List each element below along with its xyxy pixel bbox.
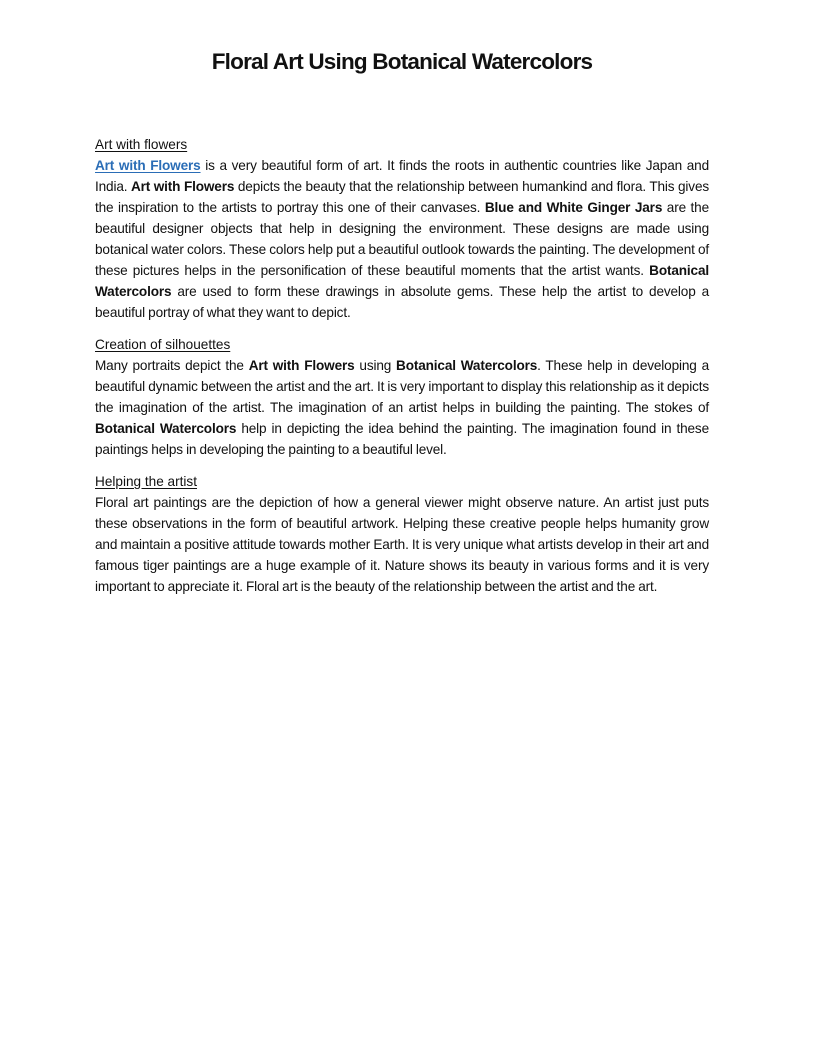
text-run: are used to form these drawings in absolute gems. These help the artist to develop a beautiful portray of what they want to depict. [95, 284, 709, 320]
section-helping-the-artist [95, 471, 709, 597]
bold-term: Botanical Watercolors [95, 421, 237, 436]
text-run: help in depicting the idea behind the painting. The imagination found in these paintings helps in developing the painting to a beautiful level. [95, 421, 709, 457]
section-heading: Art with flowers [95, 137, 188, 152]
document-body [95, 134, 709, 608]
bold-term: Blue and White Ginger Jars [484, 200, 663, 215]
section-heading: Helping the artist [95, 474, 198, 489]
section-heading: Creation of silhouettes [95, 337, 231, 352]
bold-term: Art with Flowers [248, 358, 355, 373]
section-art-with-flowers [95, 134, 709, 323]
section-paragraph [95, 155, 709, 323]
text-run: . These help in developing a beautiful dynamic between the artist and the art. It is very important to display this relationship as it depicts the imagination of the artist. The imagination of an artist helps in building the painting. The stokes of [95, 358, 709, 415]
page-title: Floral Art Using Botanical Watercolors [211, 49, 593, 74]
art-with-flowers-link[interactable]: Art with Flowers [95, 158, 201, 173]
text-run: is a very beautiful form of art. It finds the roots in authentic countries like Japan and India. [95, 158, 709, 194]
section-creation-of-silhouettes [95, 334, 709, 460]
text-run: are the beautiful designer objects that help in designing the environment. These designs are made using botanical water colors. These colors help put a beautiful outlook towards the painting. The development of these pictures helps in the personification of these beautiful moments that the artist wants. [95, 200, 710, 278]
text-run: depicts the beauty that the relationship between humankind and flora. This gives the inspiration to the artists to portray this one of their canvases. [95, 179, 710, 215]
text-run: Many portraits depict the [95, 358, 249, 373]
section-paragraph [95, 355, 709, 460]
bold-term: Botanical Watercolors [95, 263, 709, 299]
text-run: using [354, 358, 397, 373]
section-paragraph: Floral art paintings are the depiction of how a general viewer might observe nature. An artist just puts these observations in the form of beautiful artwork. Helping these creative people helps humanity grow and maintain a positive attitude towards mother Earth. It is very unique what artists develop in their art and famous tiger paintings are a huge example of it. Nature shows its beauty in various forms and it is very important to appreciate it. Floral art is the beauty of the relationship between the artist and the art. [95, 495, 709, 594]
bold-term: Botanical Watercolors [396, 358, 538, 373]
bold-term: Art with Flowers [130, 179, 235, 194]
